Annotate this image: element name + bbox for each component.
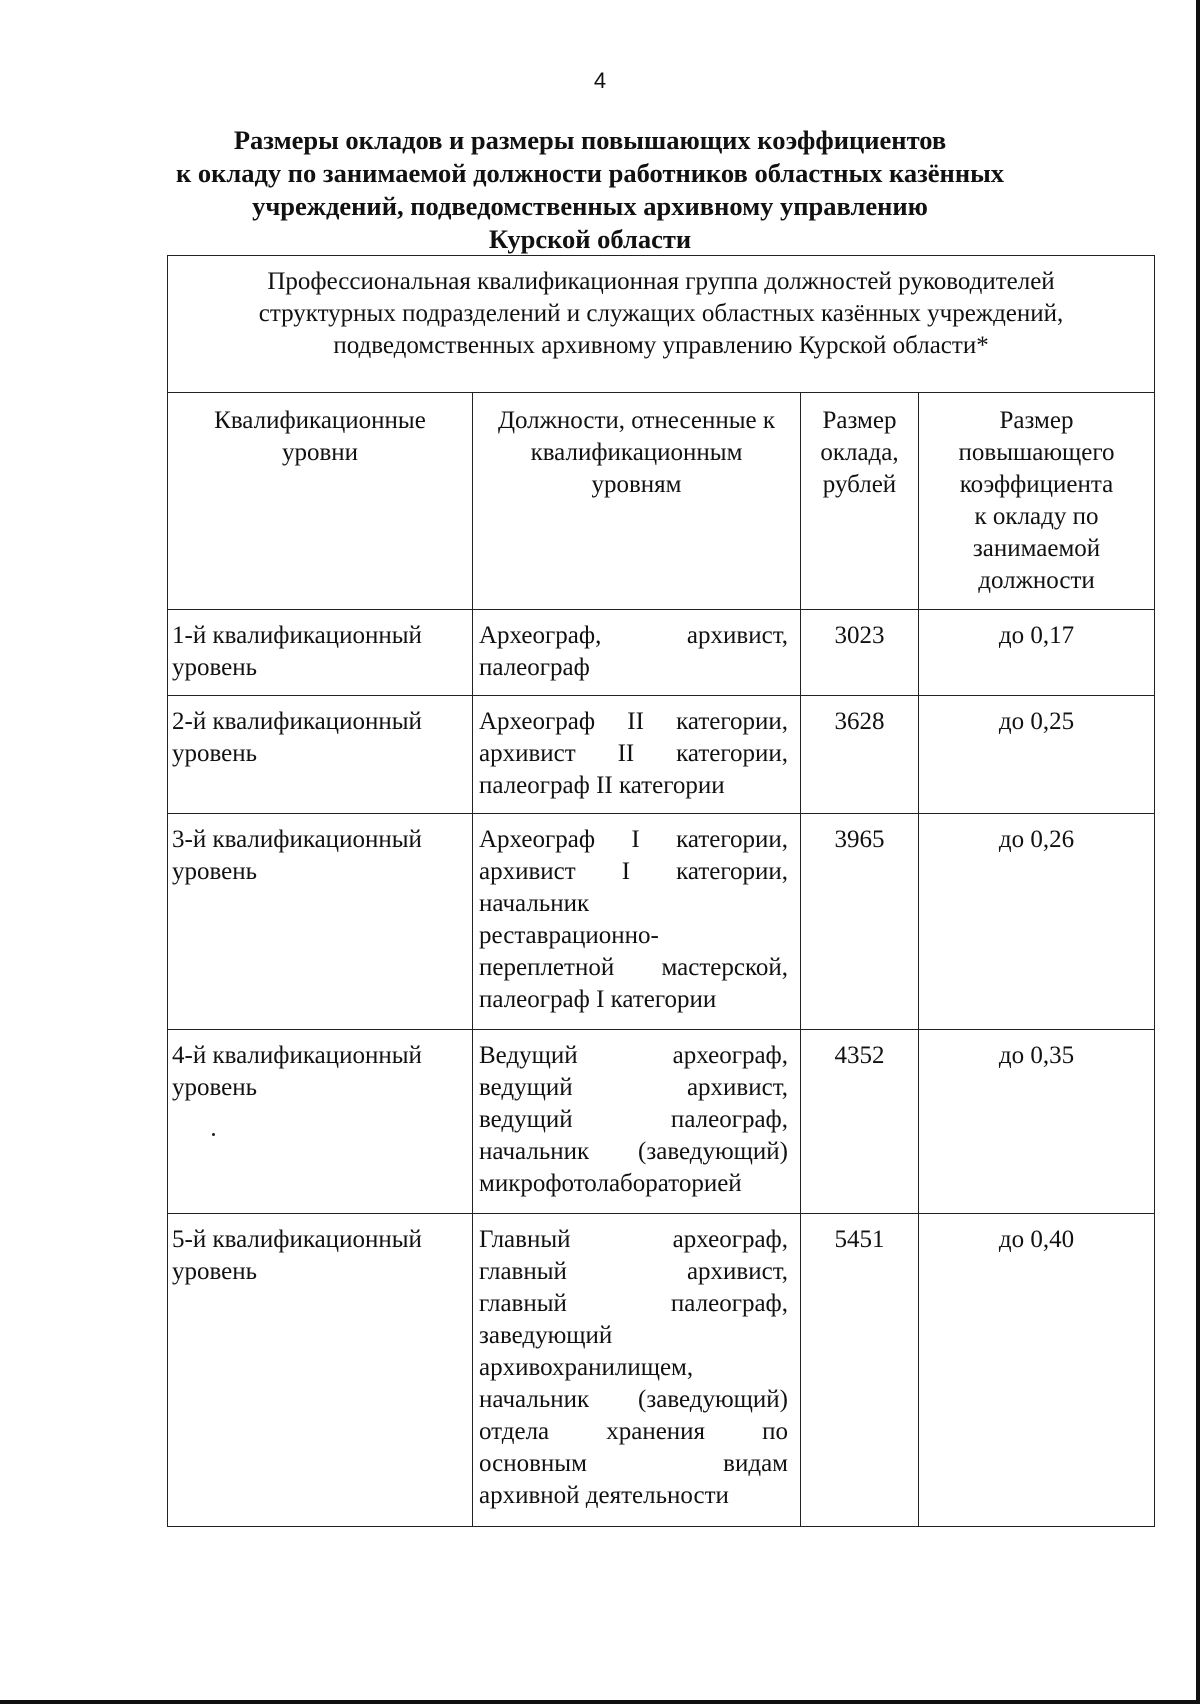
group-line: подведомственных архивному управлению Курской области* [333, 332, 989, 359]
header-line: должности [978, 567, 1095, 594]
position-line: ведущий палеограф, [479, 1106, 788, 1133]
table-row [168, 1214, 1155, 1527]
page-number: 4 [593, 68, 607, 93]
position-line: начальник [479, 890, 590, 917]
level-line: 5-й квалификационный [172, 1226, 422, 1253]
level-line: уровень [172, 654, 258, 681]
position-line: начальник (заведующий) [479, 1138, 788, 1165]
position-line: Ведущий археограф, [479, 1042, 788, 1069]
title-line: к окладу по занимаемой должности работников областных казённых [175, 158, 1005, 188]
position-line: архивной деятельности [479, 1482, 729, 1509]
header-line: Размер [999, 407, 1074, 434]
salary-table [167, 255, 1155, 1527]
coefficient-cell: до 0,17 [919, 610, 1155, 696]
level-cell [168, 1214, 473, 1527]
header-line: рублей [822, 471, 897, 498]
level-line: 3-й квалификационный [172, 826, 422, 853]
position-line: палеограф I категории [479, 986, 717, 1013]
position-line: основным видам [479, 1450, 788, 1477]
coefficient-cell: до 0,25 [919, 696, 1155, 814]
table-row [168, 610, 1155, 696]
positions-cell [473, 1030, 801, 1214]
position-line: Археограф, архивист, [479, 622, 788, 649]
header-line: уровни [281, 439, 359, 466]
level-line: 2-й квалификационный [172, 708, 422, 735]
level-cell [168, 814, 473, 1030]
position-line: заведующий [479, 1322, 613, 1349]
group-line: структурных подразделений и служащих областных казённых учреждений, [258, 300, 1064, 327]
coefficient-cell: до 0,35 [919, 1030, 1155, 1214]
header-line: к окладу по [974, 503, 1099, 530]
position-line: архивохранилищем, [479, 1354, 694, 1381]
header-line: Квалификационные [214, 407, 426, 434]
header-line: Размер [822, 407, 897, 434]
scan-border-right [1196, 0, 1200, 1704]
level-cell [168, 610, 473, 696]
header-row [168, 393, 1155, 610]
header-coefficient [919, 393, 1155, 610]
table-row [168, 696, 1155, 814]
title-line: Курской области [488, 224, 692, 254]
position-line: реставрационно- [479, 922, 659, 949]
salary-cell: 3023 [801, 610, 919, 696]
position-line: палеограф II категории [479, 772, 725, 799]
position-line: главный палеограф, [479, 1290, 788, 1317]
position-line: переплетной мастерской, [479, 954, 788, 981]
header-level [168, 393, 473, 610]
positions-cell [473, 696, 801, 814]
salary-cell: 4352 [801, 1030, 919, 1214]
header-line: коэффициента [959, 471, 1114, 498]
position-line: Археограф II категории, [479, 708, 788, 735]
header-line: уровням [591, 471, 682, 498]
scan-border-bottom [0, 1700, 1200, 1704]
title-line: учреждений, подведомственных архивному управлению [252, 191, 928, 221]
position-line: отдела хранения по [479, 1418, 788, 1445]
level-line: уровень [172, 740, 258, 767]
header-line: квалификационным [530, 439, 743, 466]
header-line: занимаемой [972, 535, 1101, 562]
coefficient-cell: до 0,40 [919, 1214, 1155, 1527]
header-salary [801, 393, 919, 610]
group-row [168, 256, 1155, 393]
level-line: 1-й квалификационный [172, 622, 422, 649]
salary-cell: 5451 [801, 1214, 919, 1527]
qualification-group-cell [168, 256, 1155, 393]
position-line: микрофотолабораторией [479, 1170, 742, 1197]
positions-cell [473, 610, 801, 696]
positions-cell [473, 1214, 801, 1527]
salary-cell: 3628 [801, 696, 919, 814]
position-line: главный архивист, [479, 1258, 788, 1285]
header-positions [473, 393, 801, 610]
header-line: оклада, [820, 439, 899, 466]
coefficient-cell: до 0,26 [919, 814, 1155, 1030]
document-title [120, 124, 1060, 256]
level-cell [168, 1030, 473, 1214]
level-line: уровень [172, 1074, 258, 1101]
level-line: уровень [172, 858, 258, 885]
position-line: архивист I категории, [479, 858, 788, 885]
level-line: уровень [172, 1258, 258, 1285]
position-line: Главный археограф, [479, 1226, 788, 1253]
position-line: палеограф [479, 654, 590, 681]
title-line: Размеры окладов и размеры повышающих коэффициентов [233, 125, 947, 155]
level-line: 4-й квалификационный [172, 1042, 422, 1069]
table-row [168, 814, 1155, 1030]
table-row [168, 1030, 1155, 1214]
level-cell [168, 696, 473, 814]
header-line: Должности, отнесенные к [497, 407, 776, 434]
position-line: архивист II категории, [479, 740, 788, 767]
position-line: Археограф I категории, [479, 826, 788, 853]
position-line: ведущий архивист, [479, 1074, 788, 1101]
header-line: повышающего [958, 439, 1115, 466]
salary-cell: 3965 [801, 814, 919, 1030]
scan-speck [212, 1133, 215, 1136]
position-line: начальник (заведующий) [479, 1386, 788, 1413]
positions-cell [473, 814, 801, 1030]
group-line: Профессиональная квалификационная группа должностей руководителей [267, 268, 1055, 295]
